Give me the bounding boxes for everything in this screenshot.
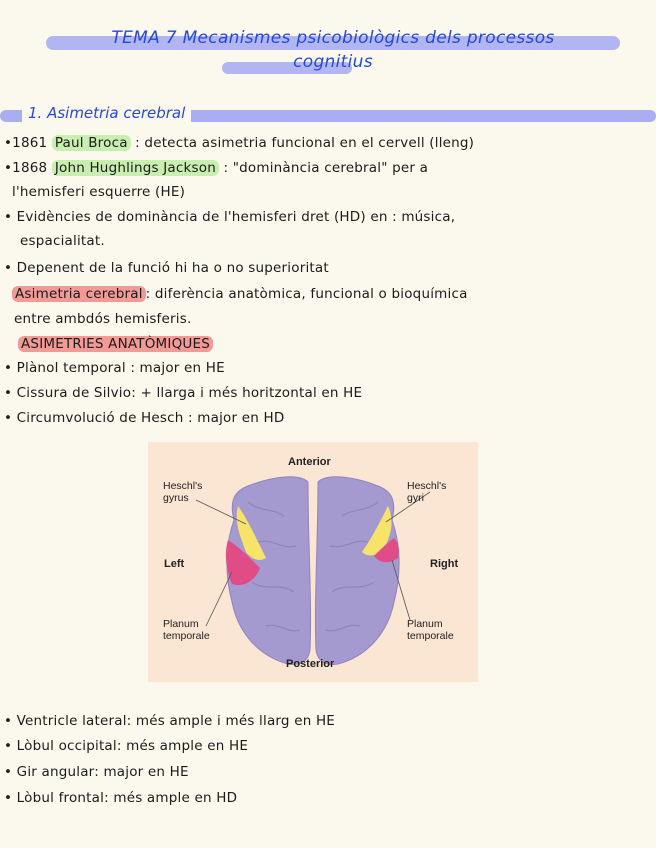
- note-text: : diferència anatòmica, funcional o bioquímica: [145, 286, 468, 302]
- note-line: • Gir angular: major en HE: [4, 764, 189, 780]
- subheading-line: [18, 334, 213, 354]
- note-line: entre ambdós hemisferis.: [14, 311, 192, 327]
- label-planum-right: [407, 618, 454, 642]
- label-right: Right: [430, 558, 459, 570]
- label-planum-left: [163, 618, 210, 642]
- label-text: Planum: [407, 618, 443, 630]
- note-line-definition: [12, 284, 468, 304]
- brain-diagram: [148, 442, 478, 682]
- label-text: gyri: [407, 492, 424, 504]
- label-left: Left: [164, 558, 185, 570]
- note-line: espacialitat.: [20, 233, 105, 249]
- note-line: • Ventricle lateral: més ample i més llarg en HE: [4, 713, 336, 729]
- page-title: [46, 26, 620, 74]
- label-text: gyrus: [163, 492, 189, 504]
- note-line-jackson: [4, 158, 428, 178]
- note-line: • Plànol temporal : major en HE: [4, 360, 225, 376]
- section-title: 1. Asimetria cerebral: [22, 104, 191, 122]
- note-text: •1861: [4, 135, 52, 151]
- label-text: Heschl's: [163, 480, 203, 492]
- title-line-2: cognitius: [293, 52, 373, 72]
- note-line: • Lòbul frontal: més ample en HD: [4, 790, 238, 806]
- note-line: • Depenent de la funció hi ha o no superioritat: [4, 260, 329, 276]
- title-line-1: TEMA 7 Mecanismes psicobiològics dels processos: [111, 28, 555, 48]
- highlight-name-jackson: John Hughlings Jackson: [52, 160, 219, 176]
- right-hemisphere: [315, 477, 399, 665]
- label-text: temporale: [407, 630, 454, 642]
- subheading: ASIMETRIES ANATÒMIQUES: [18, 336, 213, 352]
- note-line: • Circumvolució de Hesch : major en HD: [4, 410, 285, 426]
- note-line-broca: [4, 133, 474, 153]
- note-line: • Lòbul occipital: més ample en HE: [4, 738, 249, 754]
- note-text: •1868: [4, 160, 52, 176]
- label-heschl-right: [407, 480, 446, 504]
- label-posterior: Posterior: [286, 658, 335, 670]
- note-text: : "dominància cerebral" per a: [219, 160, 429, 176]
- label-heschl-left: [163, 480, 202, 504]
- note-line: • Cissura de Silvio: + llarga i més horitzontal en HE: [4, 385, 363, 401]
- highlight-name-broca: Paul Broca: [52, 135, 131, 151]
- label-text: Heschl's: [407, 480, 447, 492]
- brain-asymmetry-figure: [148, 442, 478, 682]
- note-line: l'hemisferi esquerre (HE): [12, 184, 186, 200]
- label-anterior: Anterior: [288, 456, 331, 468]
- label-text: temporale: [163, 630, 210, 642]
- label-text: Planum: [163, 618, 199, 630]
- highlight-term: Asimetria cerebral: [12, 286, 146, 302]
- note-text: : detecta asimetria funcional en el cervell (lleng): [130, 135, 475, 151]
- note-line: • Evidències de dominància de l'hemisferi dret (HD) en : música,: [4, 209, 456, 225]
